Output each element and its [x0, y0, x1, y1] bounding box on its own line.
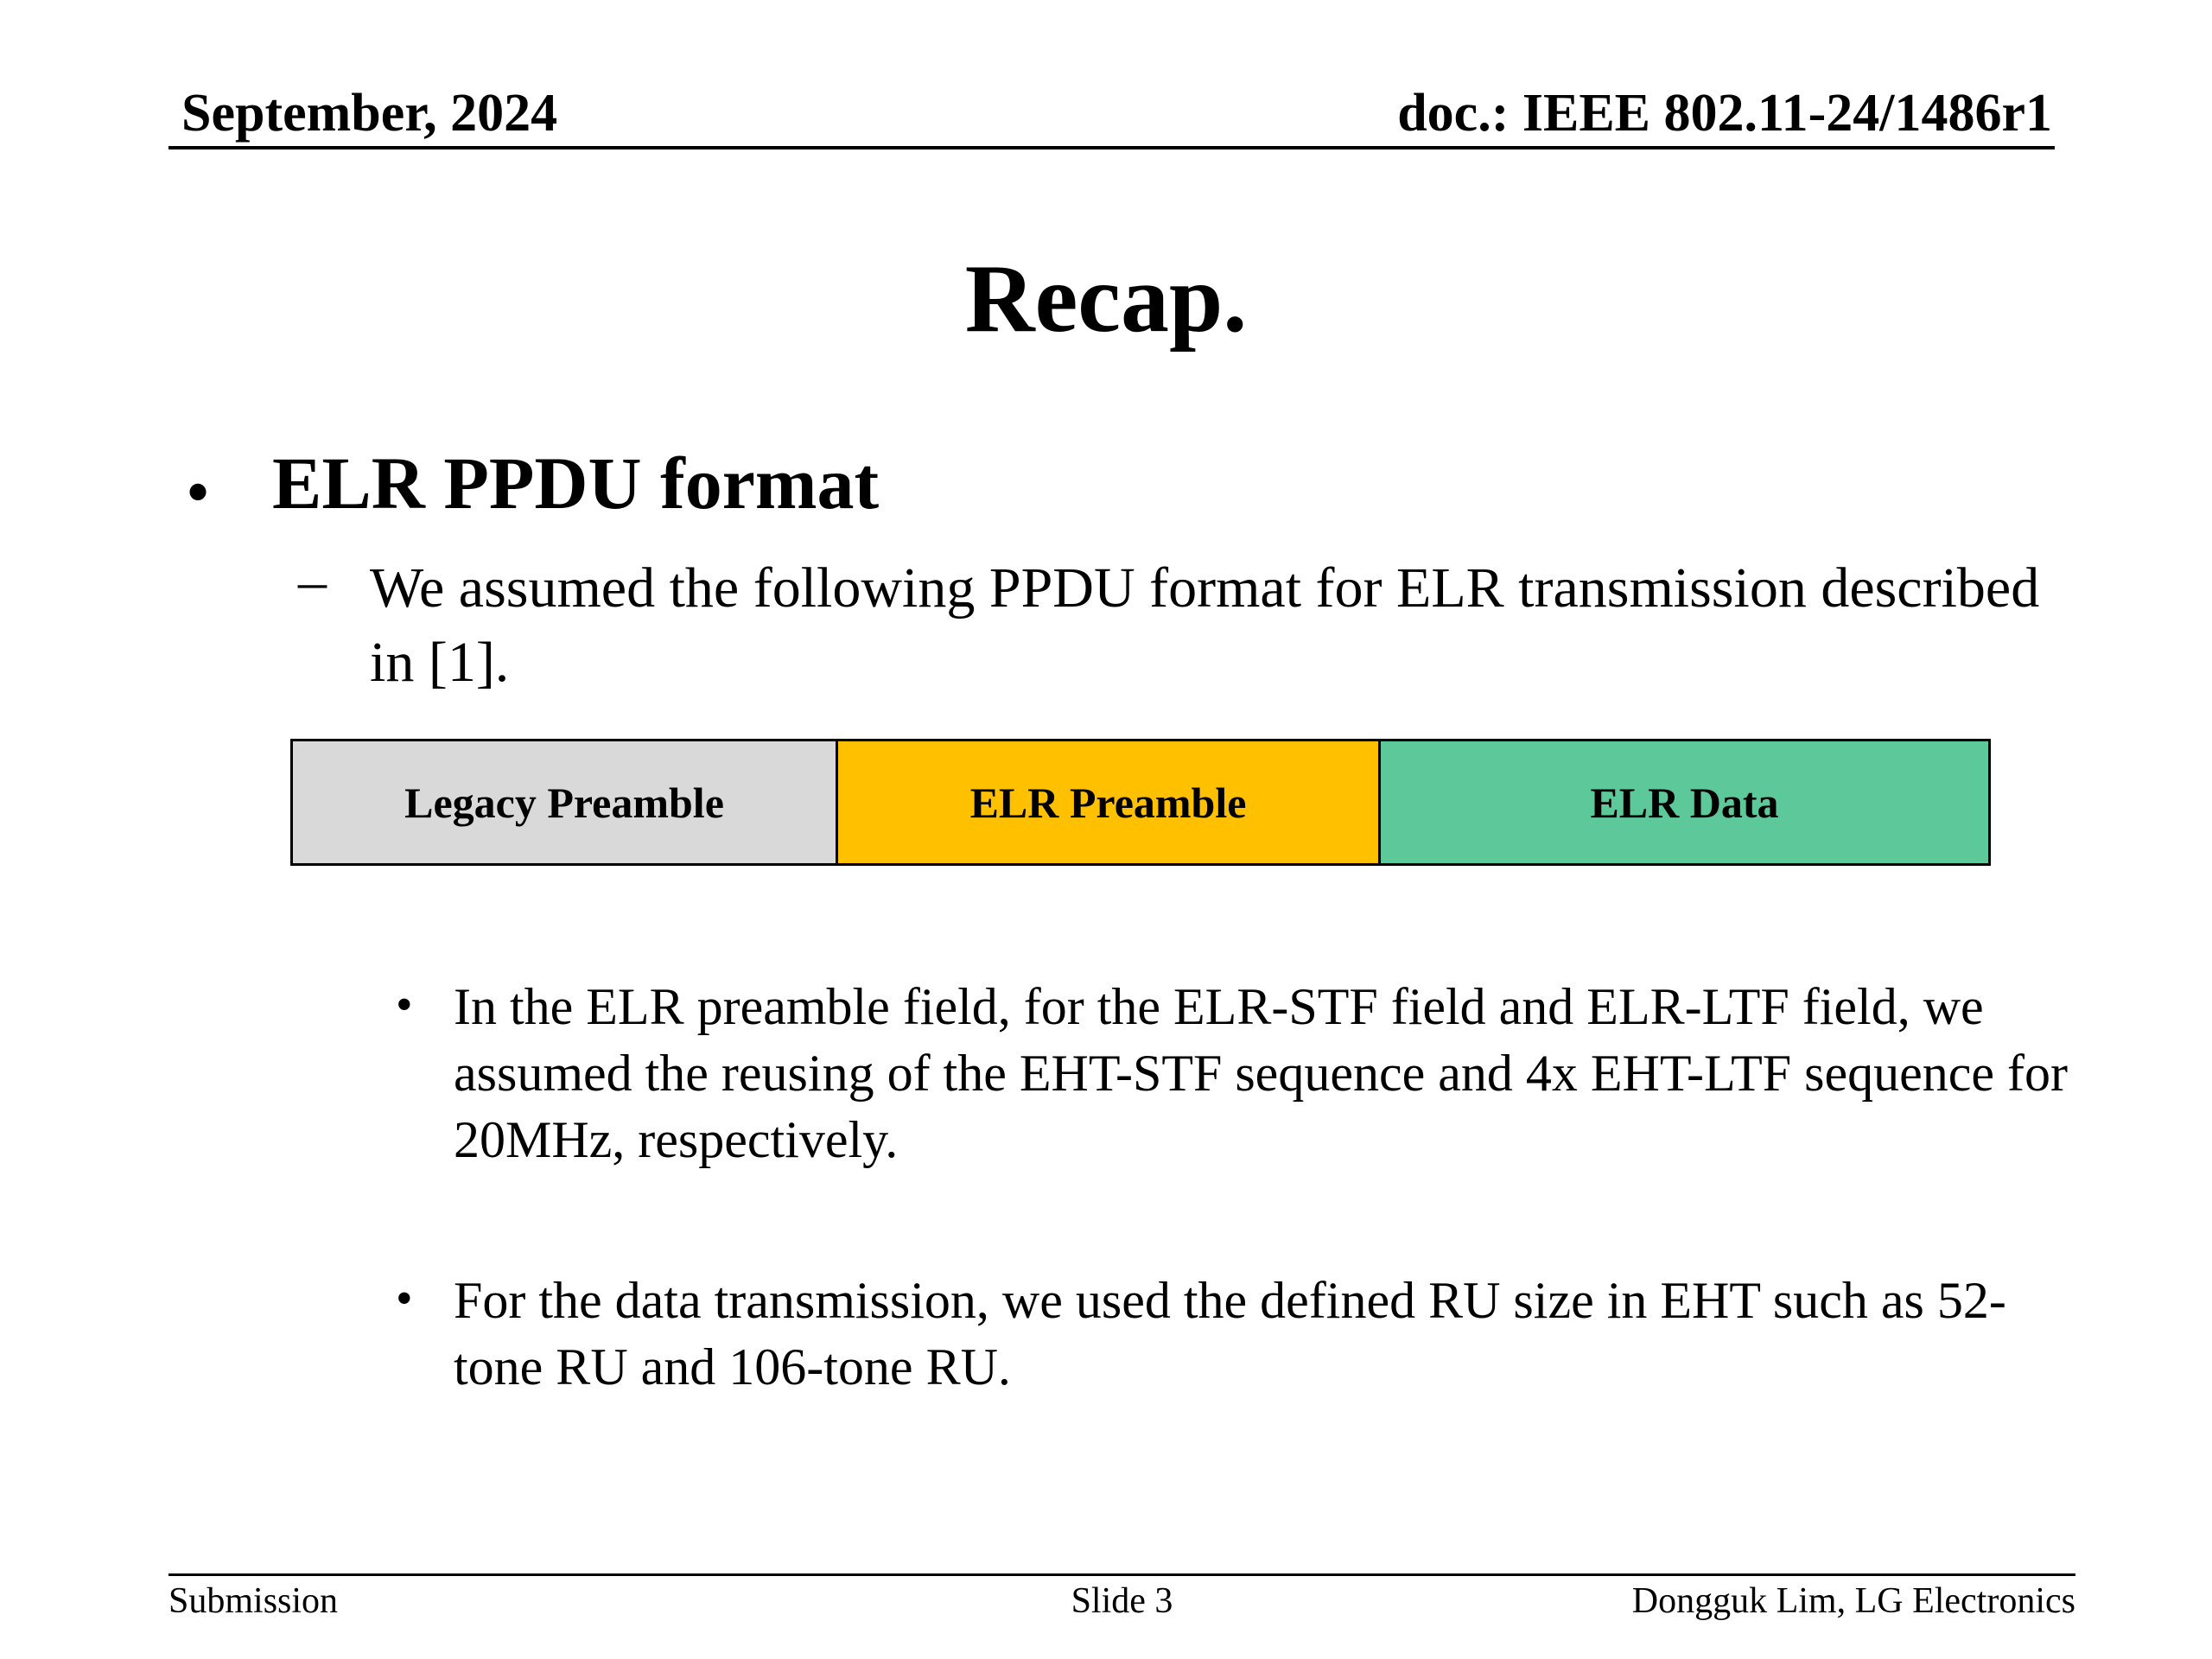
bullet-heading: ELR PPDU format [272, 442, 880, 524]
bullet-marker: • [186, 454, 211, 531]
detail-bullet-data: For the data transmission, we used the defined RU size in EHT such as 52-tone RU and 106-tone RU. [454, 1272, 2006, 1395]
header-date: September, 2024 [181, 84, 558, 143]
header-divider [168, 146, 2055, 149]
footer-submission: Submission [168, 1581, 339, 1621]
footer-author: Dongguk Lim, LG Electronics [1631, 1581, 2075, 1621]
ppdu-field-elr-preamble: ELR Preamble [836, 741, 1378, 863]
bullet-marker: • [396, 978, 413, 1032]
detail-bullet-preamble: In the ELR preamble field, for the ELR-STF field and ELR-LTF field, we assumed the reusing of the EHT-STF sequence and 4x EHT-LTF sequence for 20MHz, respectively. [454, 978, 2068, 1168]
slide-title: Recap. [964, 245, 1248, 353]
sub-bullet-text: We assumed the following PPDU format for ELR transmission described in [1]. [370, 556, 2040, 694]
bullet-marker: • [396, 1272, 413, 1325]
ppdu-field-legacy-preamble: Legacy Preamble [293, 741, 836, 863]
dash-marker: – [298, 550, 327, 613]
footer-divider [168, 1573, 2075, 1576]
header-doc-id: doc.: IEEE 802.11-24/1486r1 [1397, 84, 2052, 143]
ppdu-format-diagram [290, 739, 1991, 866]
ppdu-field-elr-data: ELR Data [1378, 741, 1988, 863]
footer-slide-number: Slide 3 [1071, 1581, 1173, 1621]
